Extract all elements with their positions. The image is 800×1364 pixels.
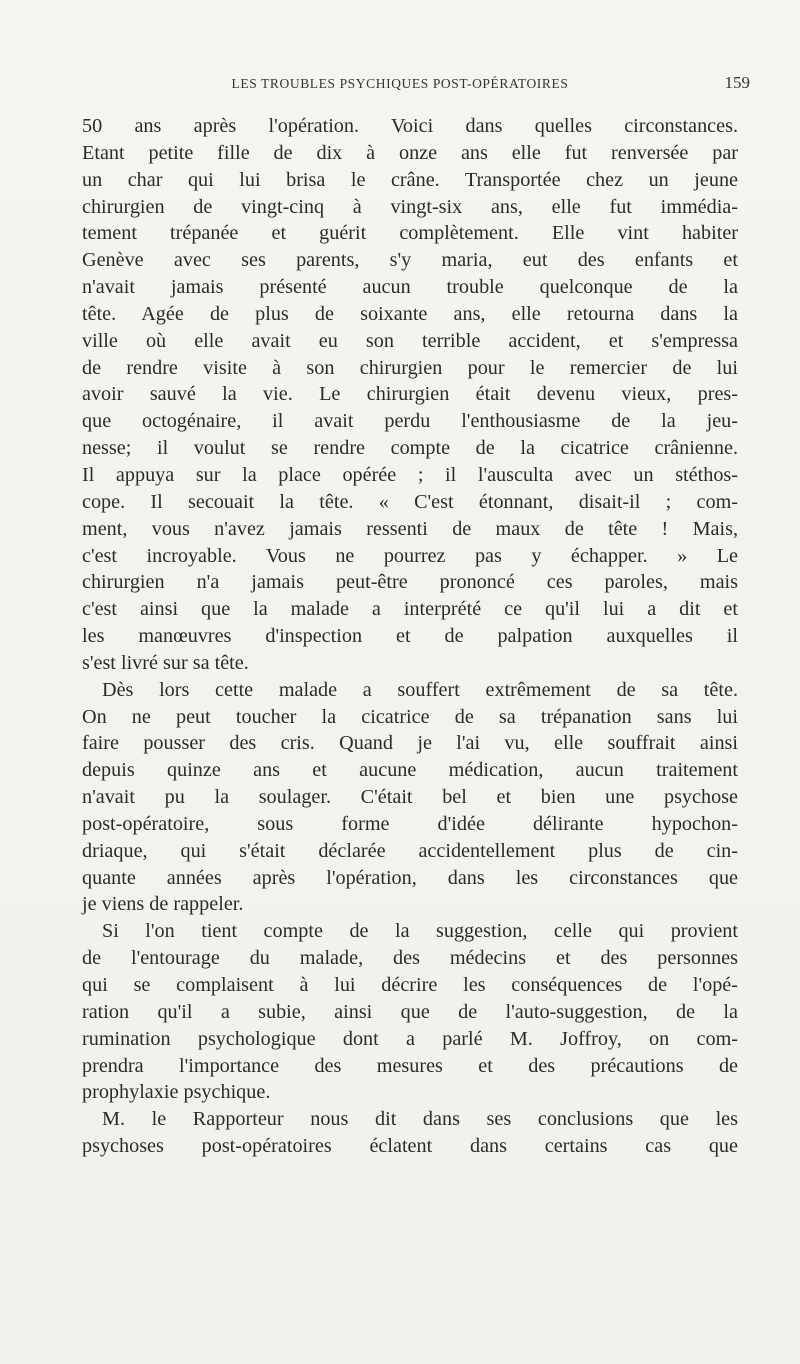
- text-line: quante années après l'opération, dans les circonstances que: [82, 866, 738, 889]
- paragraph: [82, 1106, 738, 1160]
- text-line: ment, vous n'avez jamais ressenti de maux de tête ! Mais,: [82, 517, 738, 540]
- text-line: un char qui lui brisa le crâne. Transportée chez un jeune: [82, 168, 738, 191]
- text-line: ville où elle avait eu son terrible accident, et s'empressa: [82, 329, 738, 352]
- text-line: s'est livré sur sa tête.: [82, 651, 249, 674]
- text-line: tement trépanée et guérit complètement. Elle vint habiter: [82, 222, 738, 245]
- text-line: chirurgien n'a jamais peut-être prononcé ces paroles, mais: [82, 571, 738, 594]
- text-line: c'est ainsi que la malade a interprété ce qu'il lui a dit et: [82, 598, 738, 621]
- text-line: depuis quinze ans et aucune médication, aucun traitement: [82, 759, 738, 782]
- text-line: les manœuvres d'inspection et de palpation auxquelles il: [82, 625, 738, 648]
- text-line: c'est incroyable. Vous ne pourrez pas y échapper. » Le: [82, 544, 738, 567]
- running-head: LES TROUBLES PSYCHIQUES POST-OPÉRATOIRES: [231, 76, 569, 91]
- text-line: Il appuya sur la place opérée ; il l'ausculta avec un stéthos-: [82, 463, 738, 486]
- text-line: M. le Rapporteur nous dit dans ses conclusions que les: [102, 1108, 738, 1131]
- text-line: tête. Agée de plus de soixante ans, elle retourna dans la: [82, 302, 738, 325]
- text-line: nesse; il voulut se rendre compte de la cicatrice crânienne.: [82, 437, 738, 460]
- text-line: Genève avec ses parents, s'y maria, eut des enfants et: [82, 249, 738, 272]
- text-line: avoir sauvé la vie. Le chirurgien était devenu vieux, pres-: [82, 383, 738, 406]
- text-line: Dès lors cette malade a souffert extrêmement de sa tête.: [102, 678, 738, 701]
- text-line: n'avait pu la soulager. C'était bel et bien une psychose: [82, 786, 738, 809]
- text-line: que octogénaire, il avait perdu l'enthousiasme de la jeu-: [82, 410, 738, 433]
- text-line: On ne peut toucher la cicatrice de sa trépanation sans lui: [82, 705, 738, 728]
- text-line: qui se complaisent à lui décrire les conséquences de l'opé-: [82, 974, 738, 996]
- text-line: cope. Il secouait la tête. « C'est étonnant, disait-il ; com-: [82, 490, 738, 513]
- text-line: driaque, qui s'était déclarée accidentellement plus de cin-: [82, 839, 738, 862]
- text-line: de l'entourage du malade, des médecins et des personnes: [82, 947, 738, 970]
- text-line: de rendre visite à son chirurgien pour le remercier de lui: [82, 356, 738, 379]
- text-line: post-opératoire, sous forme d'idée délirante hypochon-: [82, 812, 738, 835]
- text-line: rumination psychologique dont a parlé M. Joffroy, on com-: [82, 1027, 738, 1050]
- text-line: psychoses post-opératoires éclatent dans certains cas que: [82, 1135, 738, 1158]
- paragraph: [82, 918, 738, 1106]
- paragraph: [82, 113, 738, 677]
- text-line: Etant petite fille de dix à onze ans elle fut renversée par: [82, 141, 738, 164]
- page-number: 159: [724, 73, 750, 92]
- text-line: prendra l'importance des mesures et des précautions de: [82, 1054, 738, 1077]
- text-line: Si l'on tient compte de la suggestion, celle qui provient: [102, 920, 738, 943]
- text-line: prophylaxie psychique.: [82, 1081, 271, 1104]
- text-line: n'avait jamais présenté aucun trouble quelconque de la: [82, 276, 738, 299]
- body-text: [82, 113, 738, 1160]
- text-line: ration qu'il a subie, ainsi que de l'auto-suggestion, de la: [82, 1000, 738, 1023]
- text-line: 50 ans après l'opération. Voici dans quelles circonstances.: [82, 115, 738, 137]
- paragraph: [82, 677, 738, 919]
- text-line: faire pousser des cris. Quand je l'ai vu, elle souffrait ainsi: [82, 732, 738, 755]
- text-line: je viens de rappeler.: [82, 893, 244, 916]
- text-line: chirurgien de vingt-cinq à vingt-six ans, elle fut immédia-: [82, 195, 738, 218]
